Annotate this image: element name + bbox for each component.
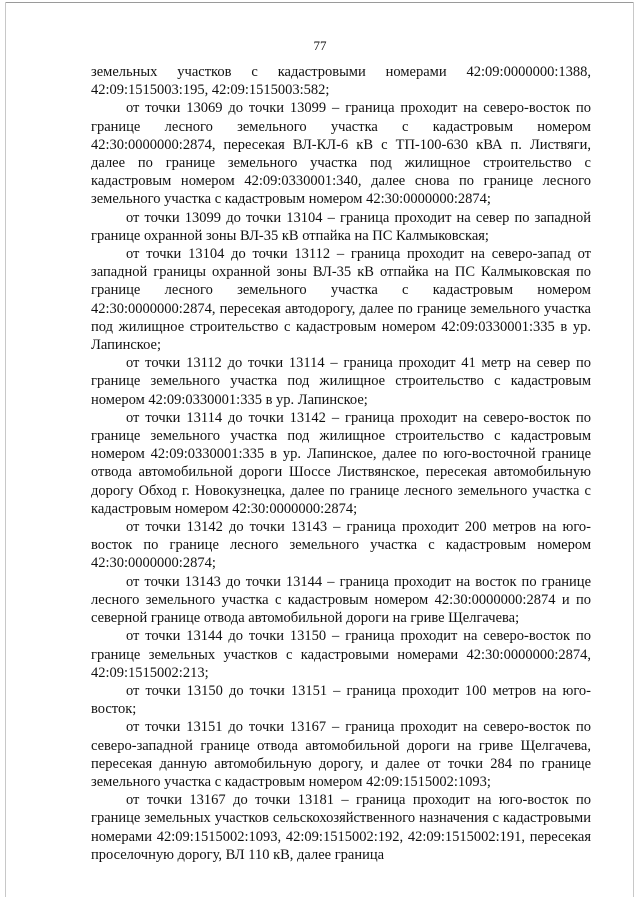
paragraph: от точки 13099 до точки 13104 – граница проходит на север по западной границе охранной зоны ВЛ-35 кВ отпайка на ПС Калмыковская; <box>91 209 591 244</box>
scan-edge-left <box>5 2 6 897</box>
paragraph: от точки 13151 до точки 13167 – граница проходит на северо-восток по северо-западной границе отвода автомобильной дороги на гриве Щелгачева, пересекая данную автомобильную дорогу, и далее от точки 284 по границе земельного участка с кадастровым номером 42:09:1515002:1093; <box>91 719 591 790</box>
paragraph: от точки 13143 до точки 13144 – граница проходит на восток по границе лесного земельного участка с кадастровым номером 42:30:0000000:2874 и по северной границе отвода автомобильной дороги на гриве Щелгачева; <box>91 573 591 627</box>
paragraph: земельных участков с кадастровыми номерами 42:09:0000000:1388, 42:09:1515003:195, 42:09:1515003:582; <box>91 64 591 99</box>
paragraph: от точки 13167 до точки 13181 – граница проходит на юго-восток по границе земельных участков сельскохозяйственного назначения с кадастровыми номерами 42:09:1515002:1093, 42:09:1515002:192, 42:09:1515002:191, пересекая проселочную дорогу, ВЛ 110 кВ, далее граница <box>91 792 591 863</box>
scan-edge-top <box>6 2 634 3</box>
paragraph: от точки 13114 до точки 13142 – граница проходит на северо-восток по границе земельного участка под жилищное строительство с кадастровым номером 42:09:0330001:335 в ур. Лапинское, далее по юго-восточной границе отвода автомобильной дороги Шоссе Листвянское, пересекая автомобильную дорогу Обход г. Новокузнецка, далее по границе лесного земельного участка с кадастровым номером 42:30:0000000:2874; <box>91 409 591 517</box>
paragraph: от точки 13104 до точки 13112 – граница проходит на северо-запад от западной границы охранной зоны ВЛ-35 кВ отпайка на ПС Калмыковская по границе лесного земельного участка с кадастровым номером 42:30:0000000:2874, пересекая автодорогу, далее по границе земельного участка под жилищное строительство с кадастровым номером 42:09:0330001:335 в ур. Лапинское; <box>91 246 591 354</box>
paragraph: от точки 13069 до точки 13099 – граница проходит на северо-восток по границе лесного земельного участка с кадастровым номером 42:30:0000000:2874, пересекая ВЛ-КЛ-6 кВ с ТП-100-630 кВА п. Листвяги, далее по границе земельного участка под жилищное строительство с кадастровым номером 42:09:0330001:340, далее снова по границе лесного земельного участка с кадастровым номером 42:30:0000000:2874; <box>91 100 591 208</box>
paragraph: от точки 13144 до точки 13150 – граница проходит на северо-восток по границе земельных участков с кадастровыми номерами 42:30:0000000:2874, 42:09:1515002:213; <box>91 628 591 681</box>
paragraph: от точки 13142 до точки 13143 – граница проходит 200 метров на юго-восток по границе лесного земельного участка с кадастровым номером 42:30:0000000:2874; <box>91 519 591 572</box>
paragraph: от точки 13112 до точки 13114 – граница проходит 41 метр на север по границе земельного участка под жилищное строительство с кадастровым номером 42:09:0330001:335 в ур. Лапинское; <box>91 355 591 408</box>
document-body <box>91 63 591 864</box>
page-number: 77 <box>313 38 327 53</box>
paragraph: от точки 13150 до точки 13151 – граница проходит 100 метров на юго-восток; <box>91 682 591 718</box>
scan-edge-right <box>633 2 634 897</box>
